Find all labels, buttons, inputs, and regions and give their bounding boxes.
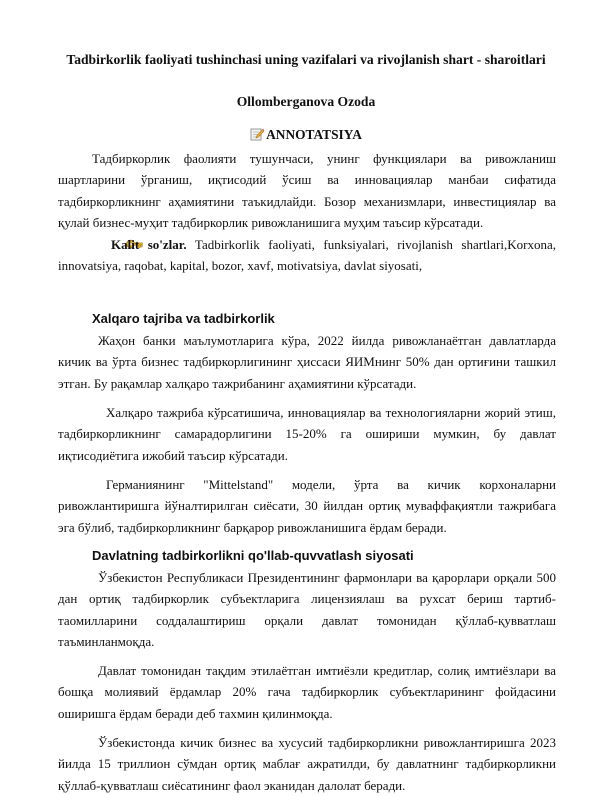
section1-paragraph-2: Халқаро тажриба кўрсатишича, инновациялар ва технологияларни жорий этиш, тадбиркорликнинг самарадорлигини 15-20% га ошириши мумкин, бу давлат иқтисодиётига ижобий таъсир кўрсатади.: [58, 405, 556, 463]
keywords-label: Kalit so'zlar.: [111, 237, 187, 252]
memo-pencil-icon: [250, 127, 264, 141]
annotation-heading: ANNOTATSIYA: [266, 127, 362, 142]
keywords-text: Tadbirkorlik faoliyati, funksiyalari, rivojlanish shartlari,Korxona, innovatsiya, raqobat, kapital, bozor, xavf, motivatsiya, davlat siyosati,: [58, 237, 556, 274]
section2-paragraph-1: Ўзбекистон Республикаси Президентининг фармонлари ва қарорлари орқали 500 дан ортиқ тадбиркорлик субъектларига лицензиялаш ва рухсат бериш тартиб-таомилларини соддалаштириш орқали давлат томонидан қўллаб-қувватлаш таъминланмоқда.: [58, 570, 556, 649]
section2-paragraph-2: Давлат томонидан тақдим этилаётган имтиёзли кредитлар, солиқ имтиёзлари ва бошқа молиявий ёрдамлар 20% гача тадбиркорлик субъектларининг фойдасини оширишга ёрдам беради деб тахмин қилинмоқда.: [58, 663, 556, 721]
key-icon: [92, 236, 109, 250]
section-heading-state-support: Davlatning tadbirkorlikni qo'llab-quvvatlash siyosati: [92, 548, 414, 563]
paper-title: Tadbirkorlik faoliyati tushinchasi uning vazifalari va rivojlanish shart - sharoitlari: [66, 52, 546, 67]
annotation-heading-row: [40, 127, 572, 143]
section1-paragraph-1: Жаҳон банки маълумотларига кўра, 2022 йилда ривожланаётган давлатларда кичик ва ўрта бизнес тадбиркорлигининг ҳиссаси ЯИМнинг 50% дан ортиғини ташкил этган. Бу рақамлар халқаро тажрибанинг аҳамиятини кўрсатади.: [58, 333, 556, 391]
keywords-paragraph: [58, 234, 556, 277]
section2-paragraph-3: Ўзбекистонда кичик бизнес ва хусусий тадбиркорликни ривожлантиришга 2023 йилда 15 триллион сўмдан ортиқ маблағ ажратилди, бу давлатнинг тадбиркорликни қўллаб-қувватлаш сиёсатининг фаол эканидан далолат беради.: [58, 735, 556, 793]
author-name: Ollomberganova Ozoda: [236, 94, 376, 109]
annotation-text: Тадбиркорлик фаолияти тушунчаси, унинг функциялари ва ривожланиш шартларини ўрганиш, иқтисодий ўсиш ва инновациялар манбаи сифатида тадбиркорликнинг аҳамиятини таъкидлайди. Бозор механизмлари, инвестициялар ва қулай бизнес-муҳит тадбиркорлик ривожланишига муҳим таъсир кўрсатади.: [58, 151, 556, 230]
section-heading-international: Xalqaro tajriba va tadbirkorlik: [92, 311, 275, 326]
section1-paragraph-3: Германиянинг "Mittelstand" модели, ўрта ва кичик корхоналарни ривожлантиришга йўналтирилган сиёсати, 30 йилдан ортиқ муваффақиятли тажрибага эга бўлиб, тадбиркорликнинг барқарор ривожланишига ёрдам беради.: [58, 477, 556, 535]
